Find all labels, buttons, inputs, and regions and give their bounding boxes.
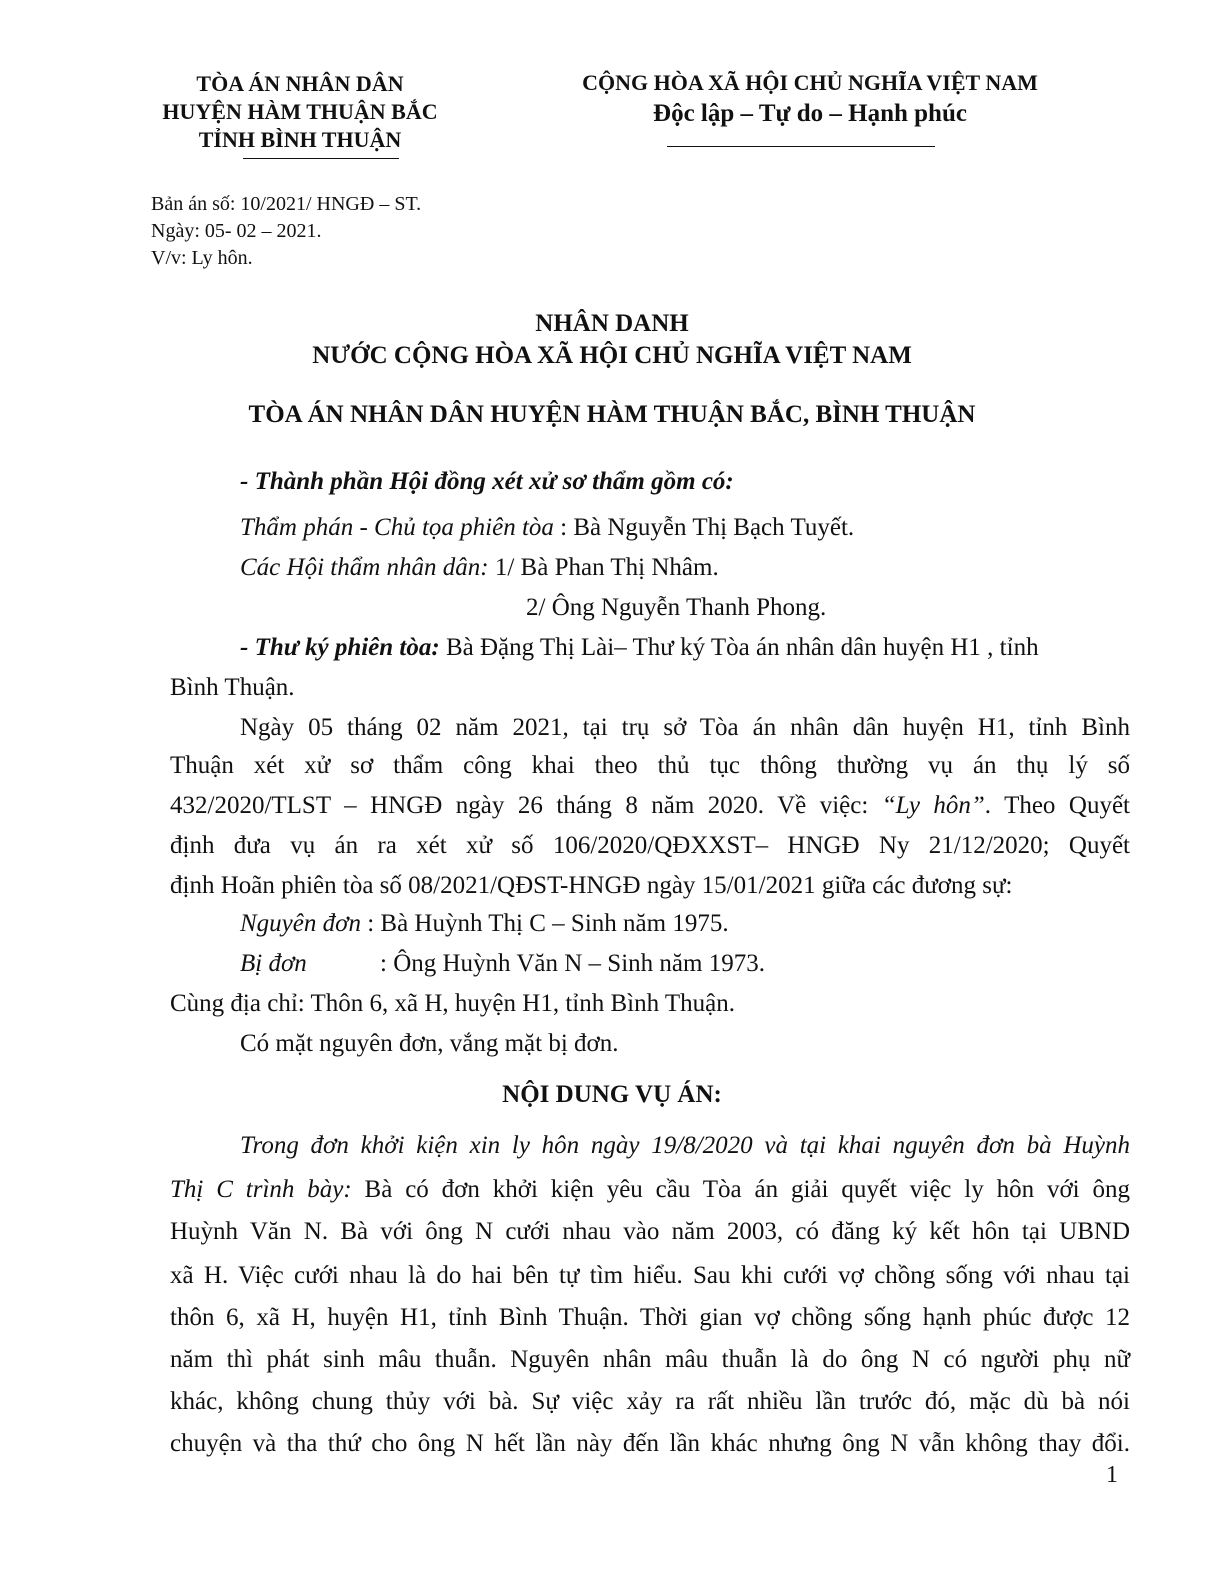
content-line-2-rest: Bà có đơn khởi kiện yêu cầu Tòa án giải quyết việc ly hôn với ông <box>351 1176 1130 1203</box>
hearing-line-4: định đưa vụ án ra xét xử số 106/2020/QĐXXST– HNGĐ Ny 21/12/2020; Quyết <box>170 832 1130 859</box>
clerk-line <box>240 628 1039 668</box>
case-subject: V/v: Ly hôn. <box>151 247 253 269</box>
plaintiff-value: : Bà Huỳnh Thị C – Sinh năm 1975. <box>360 910 729 937</box>
nation-motto: Độc lập – Tự do – Hạnh phúc <box>653 100 967 127</box>
content-line-6: năm thì phát sinh mâu thuẫn. Nguyên nhân mâu thuẫn là do ông N có người phụ nữ <box>170 1346 1130 1373</box>
content-line-8: chuyện và tha thứ cho ông N hết lần này đến lần khác nhưng ông N vẫn không thay đổi. <box>170 1430 1130 1457</box>
defendant-label: Bị đơn <box>240 950 307 977</box>
content-line-3: Huỳnh Văn N. Bà với ông N cưới nhau vào năm 2003, có đăng ký kết hôn tại UBND <box>170 1218 1130 1245</box>
juror-1: 1/ Bà Phan Thị Nhâm. <box>488 554 719 581</box>
case-type-quote: “Ly hôn” <box>881 792 985 819</box>
jurors-line <box>240 548 719 588</box>
juror-2: 2/ Ông Nguyễn Thanh Phong. <box>526 594 827 621</box>
nation-name: CỘNG HÒA XÃ HỘI CHỦ NGHĨA VIỆT NAM <box>582 70 1038 95</box>
plaintiff-label: Nguyên đơn <box>240 910 361 937</box>
hearing-line-3 <box>170 786 1130 826</box>
title-republic: NƯỚC CỘNG HÒA XÃ HỘI CHỦ NGHĨA VIỆT NAM <box>312 342 912 369</box>
jurors-label: Các Hội thẩm nhân dân: <box>240 554 489 581</box>
defendant-value: : Ông Huỳnh Văn N – Sinh năm 1973. <box>380 950 765 977</box>
content-line-2 <box>170 1170 1130 1210</box>
nation-header <box>540 68 1080 130</box>
clerk-value: Bà Đặng Thị Lài– Thư ký Tòa án nhân dân huyện H1 , tỉnh <box>439 634 1039 661</box>
panel-heading: - Thành phần Hội đồng xét xử sơ thẩm gồm có: <box>240 468 734 495</box>
court-name-line1: TÒA ÁN NHÂN DÂN <box>196 71 404 96</box>
case-date: Ngày: 05- 02 – 2021. <box>151 220 322 242</box>
hearing-line-1: Ngày 05 tháng 02 năm 2021, tại trụ sở Tòa án nhân dân huyện H1, tỉnh Bình <box>240 714 1130 741</box>
court-header <box>130 70 470 154</box>
court-underline <box>243 158 399 159</box>
court-name-line2: HUYỆN HÀM THUẬN BẮC <box>162 99 438 124</box>
content-line-1: Trong đơn khởi kiện xin ly hôn ngày 19/8/2020 và tại khai nguyên đơn bà Huỳnh <box>240 1132 1130 1159</box>
hearing-line-2: Thuận xét xử sơ thẩm công khai theo thủ tục thông thường vụ án thụ lý số <box>170 752 1130 779</box>
hearing-line-3a: 432/2020/TLST – HNGĐ ngày 26 tháng 8 năm 2020. Về việc: <box>170 792 882 819</box>
presence-line: Có mặt nguyên đơn, vắng mặt bị đơn. <box>240 1030 619 1057</box>
hearing-line-5: định Hoãn phiên tòa số 08/2021/QĐST-HNGĐ ngày 15/01/2021 giữa các đương sự: <box>170 872 1013 899</box>
address-line: Cùng địa chỉ: Thôn 6, xã H, huyện H1, tỉnh Bình Thuận. <box>170 990 736 1017</box>
judge-line <box>240 508 854 548</box>
judge-label: Thẩm phán - Chủ tọa phiên tòa <box>240 514 554 541</box>
judge-value: : Bà Nguyễn Thị Bạch Tuyết. <box>560 514 855 541</box>
case-meta <box>151 191 421 272</box>
hearing-line-3b: . Theo Quyết <box>984 792 1130 819</box>
title-court: TÒA ÁN NHÂN DÂN HUYỆN HÀM THUẬN BẮC, BÌNH THUẬN <box>248 401 976 428</box>
page-number: 1 <box>1106 1462 1118 1488</box>
content-line-7: khác, không chung thủy với bà. Sự việc xảy ra rất nhiều lần trước đó, mặc dù bà nói <box>170 1388 1130 1415</box>
statement-intro: Thị C trình bày: <box>170 1176 352 1203</box>
content-line-5: thôn 6, xã H, huyện H1, tỉnh Bình Thuận. Thời gian vợ chồng sống hạnh phúc được 12 <box>170 1304 1130 1331</box>
clerk-label: - Thư ký phiên tòa: <box>240 634 440 661</box>
defendant-line <box>240 944 765 984</box>
plaintiff-line <box>240 904 729 944</box>
court-name-line3: TỈNH BÌNH THUẬN <box>198 127 402 152</box>
title-in-name: NHÂN DANH <box>535 310 689 337</box>
content-heading: NỘI DUNG VỤ ÁN: <box>502 1081 722 1108</box>
motto-underline <box>667 146 935 147</box>
clerk-value-cont: Bình Thuận. <box>170 674 295 701</box>
case-number: Bản án số: 10/2021/ HNGĐ – ST. <box>151 193 422 215</box>
content-line-4: xã H. Việc cưới nhau là do hai bên tự tìm hiểu. Sau khi cưới vợ chồng sống với nhau tại <box>170 1262 1130 1289</box>
